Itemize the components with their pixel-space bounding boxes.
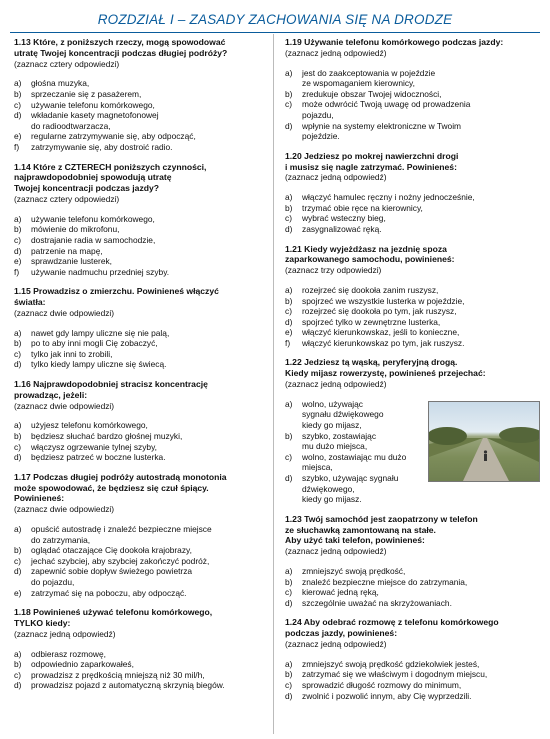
answer-list — [14, 328, 266, 370]
answer-text: opuścić autostradę i znaleźć bezpieczne miejsce do zatrzymania, — [31, 524, 212, 545]
question-block — [285, 37, 540, 142]
question-hint: (zaznacz jedną odpowiedź) — [285, 379, 387, 390]
answer-text: rozejrzeć się dookoła zanim ruszysz, — [302, 284, 439, 295]
answer-option — [285, 473, 422, 505]
answer-text: zatrzymać się we właściwym i dogodnym miejscu, — [302, 669, 488, 680]
answer-list — [14, 78, 266, 152]
answer-letter: f) — [14, 266, 20, 277]
answer-option — [14, 566, 266, 587]
answer-option — [14, 131, 266, 142]
answer-letter: b) — [285, 295, 293, 306]
answer-text: regularne zatrzymywanie się, aby odpocząć, — [31, 131, 196, 142]
answer-text: trzymać obie ręce na kierownicy, — [302, 202, 423, 213]
answer-text: szybko, zostawiając mu dużo miejsca, — [302, 430, 377, 452]
answer-option — [14, 545, 266, 556]
answer-letter: d) — [285, 473, 293, 484]
answer-letter: c) — [285, 99, 292, 110]
answer-text: jest do zaakceptowania w pojeździe ze wspomaganiem kierownicy, — [302, 67, 436, 89]
answer-option — [285, 669, 540, 680]
answer-text: będziesz słuchać bardzo głośnej muzyki, — [31, 431, 183, 442]
answer-option — [14, 649, 266, 660]
answer-option — [285, 338, 540, 349]
question-block — [285, 357, 540, 504]
question-title: 1.23 Twój samochód jest zaopatrzony w telefon ze słuchawką zamontowaną na stałe. Aby użyć taki telefon, powinieneś: — [285, 513, 478, 546]
answer-option — [14, 110, 266, 131]
answer-letter: d) — [14, 452, 22, 463]
question-block — [14, 162, 266, 278]
answer-text: głośna muzyka, — [31, 78, 90, 89]
answer-letter: f) — [14, 141, 20, 152]
answer-letter: b) — [14, 659, 22, 670]
answer-letter: b) — [14, 88, 22, 99]
answer-letter: d) — [14, 110, 22, 121]
answer-option — [14, 442, 266, 453]
answer-text: zatrzymać się na poboczu, aby odpocząć. — [31, 587, 187, 598]
question-title: 1.16 Najprawdopodobniej stracisz koncentrację prowadząc, jeżeli: — [14, 379, 208, 400]
answer-option — [285, 285, 540, 296]
answer-text: spojrzeć tylko w zewnętrzne lusterka, — [302, 316, 441, 327]
answer-letter: a) — [14, 524, 22, 535]
answer-option — [14, 328, 266, 339]
question-block — [14, 607, 266, 691]
answer-option — [14, 224, 266, 235]
answer-text: wybrać wsteczny bieg, — [302, 213, 386, 224]
answer-option — [14, 256, 266, 267]
question-block — [14, 286, 266, 370]
answer-letter: d) — [14, 359, 22, 370]
answer-text: zasygnalizować ręką. — [302, 223, 382, 234]
answer-letter: a) — [285, 67, 293, 78]
answer-text: tylko kiedy lampy uliczne się świecą. — [31, 359, 167, 370]
answer-option — [14, 214, 266, 225]
question-hint: (zaznacz jedną odpowiedź) — [285, 172, 387, 183]
answer-text: zmniejszyć swoją prędkość gdziekolwiek jesteś, — [302, 658, 480, 669]
answer-text: zwolnić i pozwolić innym, aby Cię wyprzedzili. — [302, 690, 472, 701]
answer-letter: d) — [285, 223, 293, 234]
answer-letter: c) — [14, 348, 21, 359]
answer-option — [14, 588, 266, 599]
answer-text: odpowiednio zaparkowałeś, — [31, 659, 134, 670]
answer-letter: a) — [285, 192, 293, 203]
answer-option — [14, 89, 266, 100]
answer-text: wolno, zostawiając mu dużo miejsca, — [302, 451, 407, 473]
answer-option — [14, 338, 266, 349]
answer-option — [14, 235, 266, 246]
answer-letter: b) — [14, 224, 22, 235]
answer-option — [14, 431, 266, 442]
question-title: 1.15 Prowadzisz o zmierzchu. Powinieneś włączyć światła: — [14, 286, 219, 308]
answer-option — [14, 420, 266, 431]
answer-text: po to aby inni mogli Cię zobaczyć, — [31, 338, 158, 349]
answer-letter: a) — [285, 398, 293, 409]
question-title: 1.20 Jedziesz po mokrej nawierzchni drogi i musisz się nagle zatrzymać. Powinieneś: — [285, 150, 459, 172]
answer-list — [285, 399, 422, 505]
answer-option — [14, 452, 266, 463]
answer-text: wkładanie kasety magnetofonowej do radioodtwarzacza, — [31, 110, 159, 131]
answer-letter: d) — [285, 316, 293, 327]
answer-text: włączyć kierunkowskaz, jeśli to konieczne, — [302, 327, 460, 338]
question-hint: (zaznacz jedną odpowiedź) — [285, 47, 387, 58]
question-title: 1.18 Powinieneś używać telefonu komórkowego, TYLKO kiedy: — [14, 607, 213, 628]
answer-text: patrzenie na mapę, — [31, 245, 103, 256]
answer-option — [285, 203, 540, 214]
answer-letter: d) — [14, 566, 22, 577]
question-title: 1.13 Które, z poniższych rzeczy, mogą spowodować utratę Twojej koncentracji podczas długiej podróży? — [14, 37, 228, 58]
answer-letter: e) — [14, 256, 22, 267]
answer-text: mówienie do mikrofonu, — [31, 224, 120, 235]
answer-letter: b) — [14, 545, 22, 556]
answer-text: sprowadzić długość rozmowy do minimum, — [302, 679, 462, 690]
answer-letter: a) — [14, 78, 22, 89]
answer-option — [285, 577, 540, 588]
answer-option — [285, 399, 422, 431]
answer-option — [14, 142, 266, 153]
answer-text: sprzeczanie się z pasażerem, — [31, 88, 142, 99]
answer-letter: b) — [285, 88, 293, 99]
answer-text: zapewnić sobie dopływ świeżego powietrza do pojazdu, — [31, 566, 193, 587]
answer-text: spojrzeć we wszystkie lusterka w pojeździe, — [302, 295, 465, 306]
question-title: 1.17 Podczas długiej podróży autostradą monotonia może spowodować, że będziesz się czuł śpiący. Powinieneś: — [14, 471, 227, 504]
answer-option — [285, 121, 540, 142]
answer-letter: b) — [285, 669, 293, 680]
answer-letter: e) — [285, 327, 293, 338]
answer-list — [285, 659, 540, 701]
answer-option — [285, 224, 540, 235]
answer-option — [14, 680, 266, 691]
answer-letter: d) — [285, 690, 293, 701]
answer-letter: a) — [285, 565, 293, 576]
answer-letter: c) — [14, 441, 21, 452]
answer-text: szybko, używając sygnału dźwiękowego, kiedy go mijasz. — [302, 473, 399, 505]
answer-option — [14, 359, 266, 370]
answer-letter: d) — [285, 120, 293, 131]
answer-option — [285, 327, 540, 338]
answer-list — [285, 566, 540, 608]
answer-list — [14, 214, 266, 278]
answer-option — [285, 296, 540, 307]
question-title: 1.19 Używanie telefonu komórkowego podczas jazdy: — [285, 37, 504, 47]
answer-text: zatrzymywanie się, aby dostroić radio. — [31, 141, 173, 152]
answer-text: kierować jedną ręką, — [302, 587, 379, 598]
answer-text: nawet gdy lampy uliczne się nie palą, — [31, 327, 170, 338]
answer-letter: e) — [14, 131, 22, 142]
answer-option — [285, 192, 540, 203]
answer-letter: e) — [14, 587, 22, 598]
answer-option — [285, 99, 540, 120]
answer-list — [14, 420, 266, 462]
answer-letter: d) — [14, 680, 22, 691]
answer-letter: c) — [285, 213, 292, 224]
answer-letter: d) — [14, 245, 22, 256]
answer-list — [285, 192, 540, 234]
question-hint: (zaznacz cztery odpowiedzi) — [14, 193, 120, 204]
answer-text: wolno, używając sygnału dźwiękowego kiedy go mijasz, — [302, 398, 384, 431]
answer-option — [285, 213, 540, 224]
answer-text: zredukuje obszar Twojej widoczności, — [302, 88, 442, 99]
answer-letter: a) — [14, 420, 22, 431]
answer-option — [285, 691, 540, 702]
answer-letter: b) — [285, 430, 293, 441]
answer-letter: b) — [14, 338, 22, 349]
answer-text: używanie telefonu komórkowego, — [31, 99, 155, 110]
answer-text: dostrajanie radia w samochodzie, — [31, 234, 156, 245]
answer-option — [285, 680, 540, 691]
answer-option — [285, 452, 422, 473]
answer-text: znaleźć bezpieczne miejsce do zatrzymania, — [302, 576, 468, 587]
answer-text: wpłynie na systemy elektroniczne w Twoim pojeździe. — [302, 120, 462, 142]
road-cyclist-photo — [428, 401, 540, 482]
answer-text: szczególnie uważać na skrzyżowaniach. — [302, 597, 452, 608]
answer-option — [285, 68, 540, 89]
chapter-header — [10, 10, 540, 33]
answer-letter: c) — [14, 555, 21, 566]
question-body — [285, 399, 540, 505]
answer-text: tylko jak inni to zrobili, — [31, 348, 113, 359]
answer-list — [285, 285, 540, 349]
answer-option — [285, 587, 540, 598]
answer-text: włączyć hamulec ręczny i nożny jednocześnie, — [302, 192, 475, 203]
column-divider — [273, 34, 274, 734]
question-title: 1.14 Które z CZTERECH poniższych czynności, najprawdopodobniej spowodują utratę Twojej koncentracji podczas jazdy? — [14, 161, 207, 194]
question-block — [285, 244, 540, 349]
answer-text: oglądać otaczające Cię dookoła krajobrazy, — [31, 545, 192, 556]
question-block — [14, 379, 266, 463]
question-block — [285, 514, 540, 609]
answer-text: włączysz ogrzewanie tylnej szyby, — [31, 441, 157, 452]
answer-option — [14, 670, 266, 681]
answer-option — [14, 267, 266, 278]
answer-letter: c) — [285, 451, 292, 462]
answer-letter: a) — [14, 648, 22, 659]
question-block — [285, 151, 540, 235]
question-hint: (zaznacz trzy odpowiedzi) — [285, 265, 382, 276]
answer-letter: a) — [285, 284, 293, 295]
answer-option — [285, 598, 540, 609]
question-hint: (zaznacz dwie odpowiedzi) — [14, 400, 115, 411]
answer-letter: c) — [285, 587, 292, 598]
answer-letter: f) — [285, 337, 291, 348]
question-hint: (zaznacz dwie odpowiedzi) — [14, 504, 115, 515]
answer-option — [285, 431, 422, 452]
question-hint: (zaznacz jedną odpowiedź) — [285, 638, 387, 649]
question-block — [14, 472, 266, 598]
answer-text: prowadzisz z prędkością mniejszą niż 30 mil/h, — [31, 669, 205, 680]
answer-letter: b) — [285, 576, 293, 587]
answer-letter: a) — [14, 213, 22, 224]
answer-option — [285, 89, 540, 100]
answer-text: zmniejszyć swoją prędkość, — [302, 565, 406, 576]
answer-text: używanie telefonu komórkowego, — [31, 213, 155, 224]
answer-list — [14, 649, 266, 691]
answer-text: prowadzisz pojazd z automatyczną skrzynią biegów. — [31, 680, 225, 691]
answer-option — [14, 556, 266, 567]
answer-letter: c) — [14, 99, 21, 110]
chapter-title: ROZDZIAŁ I – ZASADY ZACHOWANIA SIĘ NA DRODZE — [97, 12, 453, 27]
answer-option — [285, 566, 540, 577]
question-hint: (zaznacz jedną odpowiedź) — [285, 546, 387, 557]
answer-letter: a) — [14, 327, 22, 338]
question-title: 1.24 Aby odebrać rozmowę z telefonu komórkowego podczas jazdy, powinieneś: — [285, 617, 499, 639]
answer-option — [14, 349, 266, 360]
answer-option — [14, 659, 266, 670]
answer-text: może odwrócić Twoją uwagę od prowadzenia pojazdu, — [302, 99, 471, 120]
answer-option — [285, 317, 540, 328]
answer-letter: a) — [285, 658, 293, 669]
question-hint: (zaznacz jedną odpowiedź) — [14, 628, 116, 639]
answer-letter: b) — [14, 431, 22, 442]
answer-text: sprawdzanie lusterek, — [31, 256, 112, 267]
answer-option — [14, 100, 266, 111]
right-column — [285, 37, 540, 710]
answer-text: używanie nadmuchu przedniej szyby. — [31, 266, 170, 277]
answer-option — [14, 524, 266, 545]
answer-option — [14, 78, 266, 89]
question-block — [14, 37, 266, 153]
answer-option — [285, 306, 540, 317]
question-title: 1.22 Jedziesz tą wąską, peryferyjną drogą. Kiedy mijasz rowerzystę, powinieneś przejechać: — [285, 357, 486, 379]
answer-text: jechać szybciej, aby szybciej zakończyć podróż, — [31, 555, 210, 566]
question-block — [285, 617, 540, 701]
question-title: 1.21 Kiedy wyjeżdżasz na jezdnię spoza zaparkowanego samochodu, powinieneś: — [285, 243, 455, 265]
answer-text: będziesz patrzeć w boczne lusterka. — [31, 452, 166, 463]
answer-list — [285, 68, 540, 142]
answer-letter: b) — [285, 202, 293, 213]
answer-text: użyjesz telefonu komórkowego, — [31, 420, 148, 431]
answer-text: rozejrzeć się dookoła po tym, jak ruszysz, — [302, 306, 457, 317]
answer-letter: d) — [285, 597, 293, 608]
left-column — [14, 37, 266, 700]
answer-text: odbierasz rozmowę, — [31, 648, 106, 659]
answer-letter: c) — [285, 679, 292, 690]
answer-option — [285, 659, 540, 670]
answer-letter: c) — [14, 669, 21, 680]
answer-text: włączyć kierunkowskaz po tym, jak ruszysz. — [302, 337, 465, 348]
answer-list — [14, 524, 266, 598]
answer-option — [14, 246, 266, 257]
answer-letter: c) — [14, 234, 21, 245]
question-hint: (zaznacz cztery odpowiedzi) — [14, 58, 120, 69]
question-hint: (zaznacz dwie odpowiedzi) — [14, 307, 115, 318]
answer-letter: c) — [285, 306, 292, 317]
